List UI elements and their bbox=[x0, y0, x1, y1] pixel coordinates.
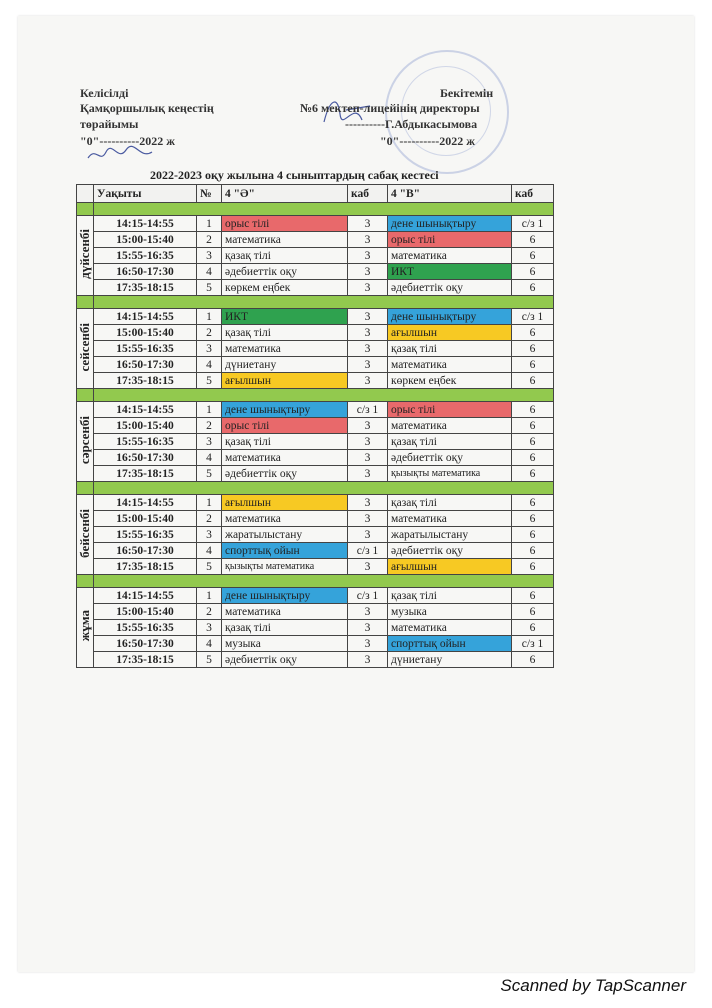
subject-4a-cell: қазақ тілі bbox=[222, 248, 348, 264]
approval-left-line3: төрайымы bbox=[80, 117, 139, 131]
subject-4v-cell: жаратылыстану bbox=[388, 527, 512, 543]
separator-bar bbox=[94, 575, 554, 588]
header-room-1: каб bbox=[348, 185, 388, 203]
table-row bbox=[77, 280, 554, 296]
room-4a-cell: 3 bbox=[348, 216, 388, 232]
day-cell bbox=[77, 402, 94, 482]
lesson-number-cell: 3 bbox=[197, 527, 222, 543]
subject-4a-cell: қазақ тілі bbox=[222, 620, 348, 636]
separator-day-cell bbox=[77, 575, 94, 588]
table-row bbox=[77, 466, 554, 482]
separator-day-cell bbox=[77, 203, 94, 216]
room-4v-cell: 6 bbox=[512, 543, 554, 559]
separator-day-cell bbox=[77, 296, 94, 309]
schedule-table bbox=[76, 184, 554, 668]
lesson-number-cell: 3 bbox=[197, 620, 222, 636]
lesson-number-cell: 2 bbox=[197, 232, 222, 248]
room-4v-cell: 6 bbox=[512, 264, 554, 280]
time-cell: 15:55-16:35 bbox=[94, 434, 197, 450]
room-4a-cell: 3 bbox=[348, 232, 388, 248]
approval-right-line1: Бекітемін bbox=[440, 86, 494, 100]
subject-4v-cell: қазақ тілі bbox=[388, 588, 512, 604]
room-4a-cell: 3 bbox=[348, 466, 388, 482]
table-row bbox=[77, 325, 554, 341]
approval-right-date: "0"----------2022 ж bbox=[380, 134, 475, 148]
subject-4a-cell: ағылшын bbox=[222, 495, 348, 511]
table-row bbox=[77, 543, 554, 559]
separator-bar bbox=[94, 389, 554, 402]
table-row bbox=[77, 588, 554, 604]
time-cell: 15:55-16:35 bbox=[94, 248, 197, 264]
scanner-watermark: Scanned by TapScanner bbox=[500, 976, 686, 995]
subject-4a-cell: әдебиеттік оқу bbox=[222, 652, 348, 668]
subject-4a-cell: қазақ тілі bbox=[222, 434, 348, 450]
lesson-number-cell: 4 bbox=[197, 636, 222, 652]
approval-left-date: "0"----------2022 ж bbox=[80, 134, 175, 148]
time-cell: 14:15-14:55 bbox=[94, 588, 197, 604]
lesson-number-cell: 4 bbox=[197, 543, 222, 559]
approval-left-line1: Келісілді bbox=[80, 86, 129, 100]
separator-day-cell bbox=[77, 389, 94, 402]
lesson-number-cell: 5 bbox=[197, 652, 222, 668]
subject-4v-cell: қызықты математика bbox=[388, 466, 512, 482]
time-cell: 15:00-15:40 bbox=[94, 232, 197, 248]
table-header-row bbox=[77, 185, 554, 203]
time-cell: 17:35-18:15 bbox=[94, 280, 197, 296]
room-4a-cell: 3 bbox=[348, 434, 388, 450]
subject-4a-cell: математика bbox=[222, 232, 348, 248]
time-cell: 14:15-14:55 bbox=[94, 495, 197, 511]
table-row bbox=[77, 418, 554, 434]
separator-bar bbox=[94, 203, 554, 216]
time-cell: 15:00-15:40 bbox=[94, 418, 197, 434]
time-cell: 15:55-16:35 bbox=[94, 527, 197, 543]
table-row bbox=[77, 309, 554, 325]
lesson-number-cell: 5 bbox=[197, 280, 222, 296]
schedule-caption: 2022-2023 оқу жылына 4 сыныптардың сабақ кестесі bbox=[150, 168, 439, 182]
room-4v-cell: 6 bbox=[512, 559, 554, 575]
time-cell: 17:35-18:15 bbox=[94, 652, 197, 668]
subject-4a-cell: ИКТ bbox=[222, 309, 348, 325]
time-cell: 15:00-15:40 bbox=[94, 604, 197, 620]
subject-4v-cell: әдебиеттік оқу bbox=[388, 450, 512, 466]
lesson-number-cell: 4 bbox=[197, 264, 222, 280]
subject-4a-cell: спорттық ойын bbox=[222, 543, 348, 559]
approval-left-line2: Қамқоршылық кеңестің bbox=[80, 101, 214, 115]
subject-4a-cell: ағылшын bbox=[222, 373, 348, 389]
subject-4v-cell: математика bbox=[388, 620, 512, 636]
subject-4a-cell: көркем еңбек bbox=[222, 280, 348, 296]
day-separator-row bbox=[77, 482, 554, 495]
time-cell: 15:55-16:35 bbox=[94, 620, 197, 636]
room-4a-cell: 3 bbox=[348, 450, 388, 466]
subject-4v-cell: математика bbox=[388, 418, 512, 434]
subject-4v-cell: ағылшын bbox=[388, 559, 512, 575]
room-4v-cell: 6 bbox=[512, 232, 554, 248]
room-4v-cell: 6 bbox=[512, 373, 554, 389]
room-4a-cell: 3 bbox=[348, 620, 388, 636]
subject-4a-cell: дүниетану bbox=[222, 357, 348, 373]
header-day-cell bbox=[77, 185, 94, 203]
header-room-2: каб bbox=[512, 185, 554, 203]
lesson-number-cell: 1 bbox=[197, 495, 222, 511]
subject-4v-cell: дене шынықтыру bbox=[388, 309, 512, 325]
subject-4v-cell: математика bbox=[388, 511, 512, 527]
subject-4v-cell: қазақ тілі bbox=[388, 341, 512, 357]
subject-4a-cell: қызықты математика bbox=[222, 559, 348, 575]
room-4v-cell: с/з 1 bbox=[512, 636, 554, 652]
subject-4a-cell: математика bbox=[222, 604, 348, 620]
lesson-number-cell: 4 bbox=[197, 450, 222, 466]
lesson-number-cell: 5 bbox=[197, 373, 222, 389]
day-cell bbox=[77, 495, 94, 575]
room-4a-cell: 3 bbox=[348, 527, 388, 543]
day-name: сейсенбі bbox=[77, 322, 92, 372]
table-row bbox=[77, 495, 554, 511]
subject-4a-cell: дене шынықтыру bbox=[222, 402, 348, 418]
subject-4v-cell: қазақ тілі bbox=[388, 434, 512, 450]
subject-4v-cell: спорттық ойын bbox=[388, 636, 512, 652]
time-cell: 17:35-18:15 bbox=[94, 559, 197, 575]
table-row bbox=[77, 402, 554, 418]
day-separator-row bbox=[77, 203, 554, 216]
room-4a-cell: 3 bbox=[348, 636, 388, 652]
room-4v-cell: 6 bbox=[512, 495, 554, 511]
room-4a-cell: 3 bbox=[348, 418, 388, 434]
time-cell: 16:50-17:30 bbox=[94, 264, 197, 280]
lesson-number-cell: 2 bbox=[197, 604, 222, 620]
room-4a-cell: с/з 1 bbox=[348, 402, 388, 418]
subject-4v-cell: ИКТ bbox=[388, 264, 512, 280]
table-row bbox=[77, 604, 554, 620]
room-4v-cell: 6 bbox=[512, 402, 554, 418]
room-4v-cell: 6 bbox=[512, 248, 554, 264]
table-row bbox=[77, 527, 554, 543]
room-4v-cell: с/з 1 bbox=[512, 309, 554, 325]
table-row bbox=[77, 341, 554, 357]
room-4v-cell: 6 bbox=[512, 588, 554, 604]
subject-4v-cell: әдебиеттік оқу bbox=[388, 543, 512, 559]
room-4v-cell: 6 bbox=[512, 604, 554, 620]
table-row bbox=[77, 652, 554, 668]
room-4a-cell: 3 bbox=[348, 373, 388, 389]
table-row bbox=[77, 216, 554, 232]
room-4a-cell: 3 bbox=[348, 341, 388, 357]
room-4a-cell: 3 bbox=[348, 495, 388, 511]
day-cell bbox=[77, 216, 94, 296]
lesson-number-cell: 2 bbox=[197, 325, 222, 341]
time-cell: 15:55-16:35 bbox=[94, 341, 197, 357]
subject-4v-cell: қазақ тілі bbox=[388, 495, 512, 511]
lesson-number-cell: 1 bbox=[197, 588, 222, 604]
header-number: № bbox=[197, 185, 222, 203]
lesson-number-cell: 5 bbox=[197, 466, 222, 482]
room-4v-cell: 6 bbox=[512, 434, 554, 450]
room-4v-cell: 6 bbox=[512, 620, 554, 636]
subject-4v-cell: дүниетану bbox=[388, 652, 512, 668]
room-4v-cell: 6 bbox=[512, 450, 554, 466]
table-row bbox=[77, 450, 554, 466]
subject-4v-cell: математика bbox=[388, 357, 512, 373]
time-cell: 17:35-18:15 bbox=[94, 466, 197, 482]
table-row bbox=[77, 511, 554, 527]
room-4v-cell: 6 bbox=[512, 325, 554, 341]
day-name: бейсенбі bbox=[77, 508, 92, 558]
subject-4a-cell: математика bbox=[222, 341, 348, 357]
lesson-number-cell: 3 bbox=[197, 248, 222, 264]
lesson-number-cell: 4 bbox=[197, 357, 222, 373]
time-cell: 15:00-15:40 bbox=[94, 511, 197, 527]
separator-bar bbox=[94, 482, 554, 495]
table-row bbox=[77, 559, 554, 575]
room-4a-cell: с/з 1 bbox=[348, 588, 388, 604]
approval-right-line3: ----------Г.Абдыкасымова bbox=[345, 117, 478, 131]
room-4a-cell: 3 bbox=[348, 604, 388, 620]
lesson-number-cell: 1 bbox=[197, 216, 222, 232]
time-cell: 15:00-15:40 bbox=[94, 325, 197, 341]
subject-4v-cell: математика bbox=[388, 248, 512, 264]
lesson-number-cell: 1 bbox=[197, 402, 222, 418]
room-4a-cell: 3 bbox=[348, 325, 388, 341]
table-row bbox=[77, 373, 554, 389]
room-4v-cell: 6 bbox=[512, 511, 554, 527]
room-4v-cell: 6 bbox=[512, 418, 554, 434]
room-4v-cell: с/з 1 bbox=[512, 216, 554, 232]
room-4a-cell: 3 bbox=[348, 264, 388, 280]
subject-4v-cell: орыс тілі bbox=[388, 232, 512, 248]
time-cell: 17:35-18:15 bbox=[94, 373, 197, 389]
room-4v-cell: 6 bbox=[512, 466, 554, 482]
room-4a-cell: 3 bbox=[348, 280, 388, 296]
header-class-4v: 4 "В" bbox=[388, 185, 512, 203]
table-row bbox=[77, 248, 554, 264]
subject-4a-cell: дене шынықтыру bbox=[222, 588, 348, 604]
subject-4v-cell: музыка bbox=[388, 604, 512, 620]
signature-left bbox=[86, 144, 156, 166]
subject-4a-cell: математика bbox=[222, 511, 348, 527]
subject-4a-cell: қазақ тілі bbox=[222, 325, 348, 341]
separator-bar bbox=[94, 296, 554, 309]
day-cell bbox=[77, 309, 94, 389]
time-cell: 14:15-14:55 bbox=[94, 309, 197, 325]
room-4a-cell: 3 bbox=[348, 309, 388, 325]
day-name: сәрсенбі bbox=[77, 415, 92, 465]
lesson-number-cell: 2 bbox=[197, 418, 222, 434]
lesson-number-cell: 2 bbox=[197, 511, 222, 527]
time-cell: 14:15-14:55 bbox=[94, 216, 197, 232]
day-separator-row bbox=[77, 389, 554, 402]
room-4v-cell: 6 bbox=[512, 341, 554, 357]
subject-4a-cell: жаратылыстану bbox=[222, 527, 348, 543]
room-4v-cell: 6 bbox=[512, 357, 554, 373]
approval-right-line2: №6 мектеп-лицейінің директоры bbox=[300, 101, 480, 115]
subject-4v-cell: ағылшын bbox=[388, 325, 512, 341]
table-row bbox=[77, 636, 554, 652]
time-cell: 16:50-17:30 bbox=[94, 636, 197, 652]
day-cell bbox=[77, 588, 94, 668]
lesson-number-cell: 3 bbox=[197, 341, 222, 357]
subject-4a-cell: әдебиеттік оқу bbox=[222, 264, 348, 280]
subject-4a-cell: әдебиеттік оқу bbox=[222, 466, 348, 482]
time-cell: 16:50-17:30 bbox=[94, 450, 197, 466]
room-4a-cell: 3 bbox=[348, 652, 388, 668]
time-cell: 14:15-14:55 bbox=[94, 402, 197, 418]
room-4a-cell: 3 bbox=[348, 357, 388, 373]
header-class-4a: 4 "Ә" bbox=[222, 185, 348, 203]
subject-4v-cell: орыс тілі bbox=[388, 402, 512, 418]
lesson-number-cell: 5 bbox=[197, 559, 222, 575]
time-cell: 16:50-17:30 bbox=[94, 543, 197, 559]
lesson-number-cell: 3 bbox=[197, 434, 222, 450]
lesson-number-cell: 1 bbox=[197, 309, 222, 325]
day-name: дүйсенбі bbox=[77, 229, 92, 279]
room-4a-cell: 3 bbox=[348, 511, 388, 527]
room-4v-cell: 6 bbox=[512, 527, 554, 543]
room-4a-cell: с/з 1 bbox=[348, 543, 388, 559]
subject-4v-cell: әдебиеттік оқу bbox=[388, 280, 512, 296]
day-separator-row bbox=[77, 575, 554, 588]
day-separator-row bbox=[77, 296, 554, 309]
subject-4a-cell: орыс тілі bbox=[222, 418, 348, 434]
header-time: Уақыты bbox=[94, 185, 197, 203]
separator-day-cell bbox=[77, 482, 94, 495]
subject-4v-cell: көркем еңбек bbox=[388, 373, 512, 389]
subject-4a-cell: математика bbox=[222, 450, 348, 466]
table-row bbox=[77, 232, 554, 248]
room-4a-cell: 3 bbox=[348, 559, 388, 575]
subject-4v-cell: дене шынықтыру bbox=[388, 216, 512, 232]
table-row bbox=[77, 264, 554, 280]
room-4v-cell: 6 bbox=[512, 652, 554, 668]
day-name: жұма bbox=[77, 610, 92, 642]
table-row bbox=[77, 620, 554, 636]
table-row bbox=[77, 357, 554, 373]
subject-4a-cell: музыка bbox=[222, 636, 348, 652]
subject-4a-cell: орыс тілі bbox=[222, 216, 348, 232]
room-4v-cell: 6 bbox=[512, 280, 554, 296]
table-row bbox=[77, 434, 554, 450]
room-4a-cell: 3 bbox=[348, 248, 388, 264]
time-cell: 16:50-17:30 bbox=[94, 357, 197, 373]
